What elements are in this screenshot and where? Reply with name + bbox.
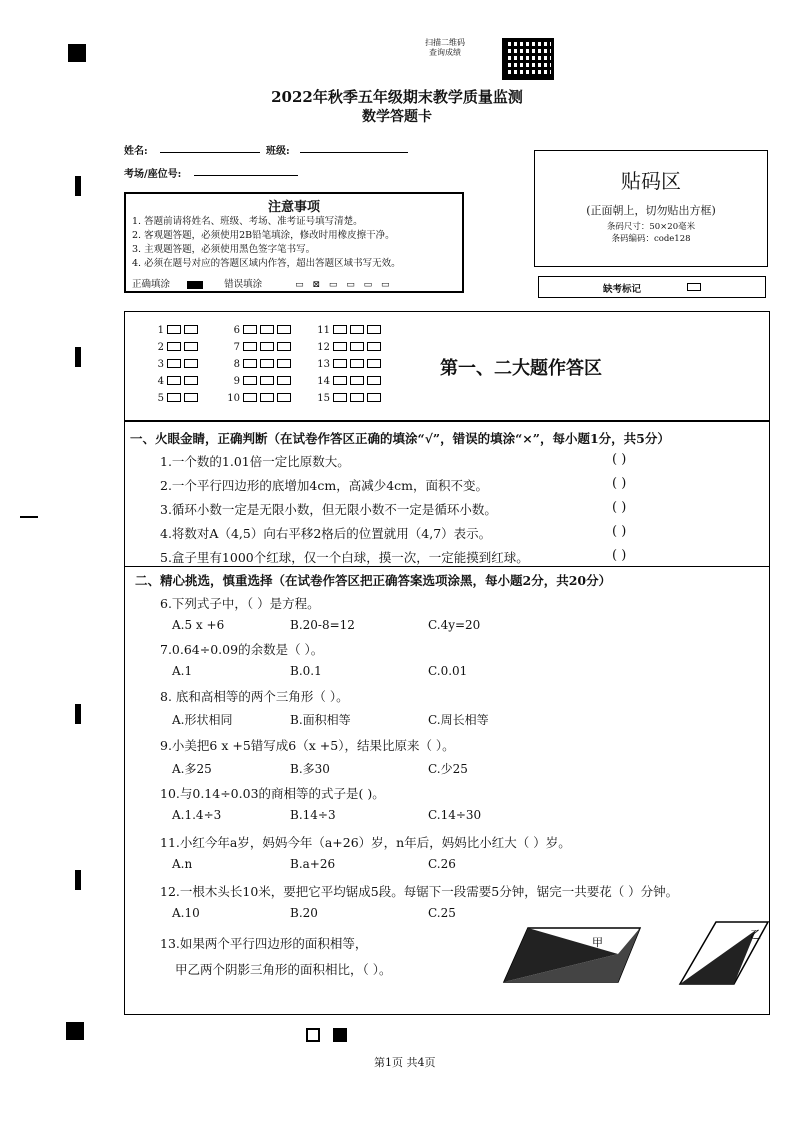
registration-mark — [75, 176, 81, 196]
judgment-question: 2.一个平行四边形的底增加4cm，高减少4cm，面积不变。 — [160, 478, 489, 493]
choice-option: C.0.01 — [428, 664, 468, 678]
answer-bubble[interactable] — [350, 342, 364, 351]
answer-bubble[interactable] — [260, 325, 274, 334]
barcode-size: 条码尺寸：50×20毫米 — [606, 222, 696, 232]
choice-option: C.少25 — [428, 762, 468, 776]
answer-bubble[interactable] — [277, 376, 291, 385]
answer-paren[interactable]: ( ) — [612, 548, 627, 563]
bubble-row — [226, 356, 291, 372]
answer-bubble[interactable] — [260, 359, 274, 368]
bubble-row — [226, 390, 291, 406]
answer-bubble[interactable] — [333, 376, 347, 385]
answer-bubble[interactable] — [184, 376, 198, 385]
choice-option: C.25 — [428, 906, 456, 920]
bubble-question-number: 2 — [157, 342, 164, 353]
answer-bubble[interactable] — [367, 342, 381, 351]
page-number: 第1页 共4页 — [374, 1056, 436, 1069]
fig-label-jia: 甲 — [592, 936, 603, 949]
answer-bubble[interactable] — [184, 325, 198, 334]
choice-option: A.多25 — [172, 762, 212, 776]
answer-bubble[interactable] — [367, 376, 381, 385]
answer-bubble[interactable] — [167, 359, 181, 368]
divider — [124, 566, 770, 567]
answer-bubble[interactable] — [350, 359, 364, 368]
answer-bubble[interactable] — [167, 376, 181, 385]
answer-bubble[interactable] — [333, 393, 347, 402]
answer-bubble[interactable] — [243, 325, 257, 334]
choice-question-stem: 8. 底和高相等的两个三角形（ ）。 — [160, 689, 349, 704]
name-label: 姓名: — [124, 146, 148, 157]
registration-mark — [75, 704, 81, 724]
choice-question-stem: 9.小美把6 x +5错写成6（x +5），结果比原来（ ）。 — [160, 738, 455, 753]
divider — [124, 420, 770, 422]
answer-bubble[interactable] — [167, 325, 181, 334]
seat-label: 考场/座位号: — [124, 169, 182, 180]
question-13-line2: 甲乙两个阴影三角形的面积相比，（ ）。 — [175, 962, 392, 977]
bubble-question-number: 15 — [317, 393, 330, 404]
answer-bubble[interactable] — [260, 376, 274, 385]
absent-mark-box — [538, 276, 766, 298]
choice-option: B.面积相等 — [290, 713, 351, 727]
bubble-row — [150, 339, 198, 355]
barcode-area — [534, 150, 768, 267]
registration-mark — [66, 1022, 84, 1040]
choice-option: C.14÷30 — [428, 808, 482, 822]
wrong-fill-label: 错误填涂 — [224, 279, 263, 290]
registration-mark-hollow — [306, 1028, 320, 1042]
notice-title: 注意事项 — [267, 200, 320, 215]
choice-question-stem: 13.如果两个平行四边形的面积相等， — [160, 936, 368, 951]
bubble-question-number: 8 — [233, 359, 240, 370]
notice-item: 3. 主观题答题，必须使用黑色签字笔书写。 — [132, 244, 316, 255]
judgment-question: 4.将数对A（4,5）向右平移2格后的位置就用（4,7）表示。 — [160, 526, 492, 541]
answer-bubble[interactable] — [243, 359, 257, 368]
bubble-row — [316, 339, 381, 355]
section2-heading: 二、精心挑选，慎重选择（在试卷作答区把正确答案选项涂黑，每小题2分，共20分） — [135, 573, 612, 588]
choice-option: B.a+26 — [290, 857, 336, 871]
answer-bubble[interactable] — [333, 359, 347, 368]
registration-mark — [68, 44, 86, 62]
registration-mark — [75, 347, 81, 367]
registration-mark — [333, 1028, 347, 1042]
answer-bubble[interactable] — [184, 342, 198, 351]
bubble-row — [316, 390, 381, 406]
answer-bubble[interactable] — [260, 393, 274, 402]
answer-paren[interactable]: ( ) — [612, 476, 627, 491]
bubble-question-number: 6 — [233, 325, 240, 336]
bubble-question-number: 4 — [157, 376, 164, 387]
answer-bubble[interactable] — [350, 393, 364, 402]
notice-item: 4. 必须在题号对应的答题区域内作答，超出答题区域书写无效。 — [132, 258, 401, 269]
notice-item: 2. 客观题答题，必须使用2B铅笔填涂，修改时用橡皮擦干净。 — [132, 230, 395, 241]
correct-fill-example — [187, 281, 203, 289]
answer-bubble[interactable] — [277, 393, 291, 402]
answer-area-title: 第一、二大题作答区 — [440, 358, 602, 379]
wrong-fill-examples: ▭ ⊠ ▭ ▭ ▭ ▭ — [295, 280, 393, 290]
choice-option: C.周长相等 — [428, 713, 489, 727]
name-field[interactable] — [160, 152, 260, 153]
absent-bubble[interactable] — [687, 283, 701, 291]
answer-bubble[interactable] — [167, 342, 181, 351]
judgment-question: 5.盒子里有1000个红球，仅一个白球，摸一次，一定能摸到红球。 — [160, 550, 529, 565]
choice-option: B.20 — [290, 906, 318, 920]
bubble-question-number: 10 — [227, 393, 240, 404]
answer-bubble[interactable] — [333, 342, 347, 351]
choice-question-stem: 6.下列式子中，（ ）是方程。 — [160, 596, 320, 611]
choice-option: A.10 — [172, 906, 200, 920]
choice-option: A.n — [172, 857, 193, 871]
page-subtitle: 数学答题卡 — [362, 109, 432, 125]
answer-bubble[interactable] — [350, 376, 364, 385]
choice-question-stem: 10.与0.14÷0.03的商相等的式子是( )。 — [160, 786, 385, 801]
choice-question-stem: 12.一根木头长10米，要把它平均锯成5段。每锯下一段需要5分钟，锯完一共要花（ ）分钟。 — [160, 884, 679, 899]
answer-bubble[interactable] — [350, 325, 364, 334]
bubble-row — [150, 390, 198, 406]
parallelogram-figure-jia — [500, 924, 645, 986]
class-label: 班级: — [266, 146, 290, 157]
bubble-question-number: 9 — [233, 376, 240, 387]
barcode-area-note: (正面朝上，切勿贴出方框) — [586, 204, 716, 217]
registration-mark — [75, 870, 81, 890]
answer-bubble[interactable] — [277, 342, 291, 351]
bubble-question-number: 12 — [317, 342, 330, 353]
page-title: 2022年秋季五年级期末教学质量监测 — [271, 88, 523, 106]
answer-bubble[interactable] — [277, 359, 291, 368]
bubble-row — [316, 322, 381, 338]
bubble-question-number: 1 — [157, 325, 164, 336]
answer-bubble[interactable] — [243, 376, 257, 385]
bubble-row — [226, 339, 291, 355]
correct-fill-label: 正确填涂 — [132, 279, 171, 290]
choice-option: B.多30 — [290, 762, 330, 776]
choice-option: B.20-8=12 — [290, 618, 355, 632]
judgment-question: 3.循环小数一定是无限小数，但无限小数不一定是循环小数。 — [160, 502, 497, 517]
answer-bubble[interactable] — [277, 325, 291, 334]
seat-field[interactable] — [194, 175, 298, 176]
bubble-row — [150, 322, 198, 338]
bubble-row — [316, 373, 381, 389]
choice-option: B.14÷3 — [290, 808, 336, 822]
choice-option: A.5 x +6 — [172, 618, 225, 632]
barcode-code: 条码编码：code128 — [611, 234, 691, 244]
answer-bubble[interactable] — [333, 325, 347, 334]
answer-paren[interactable]: ( ) — [612, 524, 627, 539]
bubble-question-number: 14 — [317, 376, 330, 387]
choice-option: C.4y=20 — [428, 618, 481, 632]
section1-heading: 一、火眼金睛，正确判断（在试卷作答区正确的填涂“√”，错误的填涂“×”，每小题1分，共5分） — [130, 431, 670, 446]
judgment-question: 1.一个数的1.01倍一定比原数大。 — [160, 454, 350, 469]
bubble-row — [150, 373, 198, 389]
notice-box — [124, 192, 464, 293]
bubble-question-number: 5 — [157, 393, 164, 404]
answer-bubble[interactable] — [184, 393, 198, 402]
answer-bubble[interactable] — [367, 359, 381, 368]
answer-bubble[interactable] — [367, 393, 381, 402]
answer-bubble[interactable] — [260, 342, 274, 351]
choice-option: B.0.1 — [290, 664, 322, 678]
bubble-question-number: 11 — [317, 325, 330, 336]
bubble-row — [226, 373, 291, 389]
answer-bubble[interactable] — [243, 342, 257, 351]
answer-bubble[interactable] — [367, 325, 381, 334]
answer-paren[interactable]: ( ) — [612, 452, 627, 467]
class-field[interactable] — [300, 152, 408, 153]
bubble-question-number: 3 — [157, 359, 164, 370]
absent-label: 缺考标记 — [603, 284, 642, 295]
answer-bubble[interactable] — [243, 393, 257, 402]
qr-code-icon — [502, 38, 554, 80]
bubble-row — [316, 356, 381, 372]
fig-label-yi: 乙 — [750, 928, 761, 941]
bubble-question-number: 13 — [317, 359, 330, 370]
answer-bubble[interactable] — [167, 393, 181, 402]
bubble-row — [226, 322, 291, 338]
choice-question-stem: 7.0.64÷0.09的余数是（ ）。 — [160, 642, 324, 657]
choice-option: A.形状相同 — [172, 713, 233, 727]
registration-mark — [20, 516, 38, 518]
barcode-area-title: 贴码区 — [621, 169, 681, 193]
choice-option: C.26 — [428, 857, 456, 871]
answer-paren[interactable]: ( ) — [612, 500, 627, 515]
bubble-question-number: 7 — [233, 342, 240, 353]
answer-bubble[interactable] — [184, 359, 198, 368]
choice-option: A.1.4÷3 — [172, 808, 222, 822]
parallelogram-figure-yi — [676, 918, 772, 988]
choice-question-stem: 11.小红今年a岁，妈妈今年（a+26）岁，n年后，妈妈比小红大（ ）岁。 — [160, 835, 571, 850]
bubble-row — [150, 356, 198, 372]
choice-option: A.1 — [172, 664, 193, 678]
qr-caption: 扫描二维码 查询成绩 — [425, 38, 465, 57]
notice-item: 1. 答题前请将姓名、班级、考场、准考证号填写清楚。 — [132, 216, 363, 227]
